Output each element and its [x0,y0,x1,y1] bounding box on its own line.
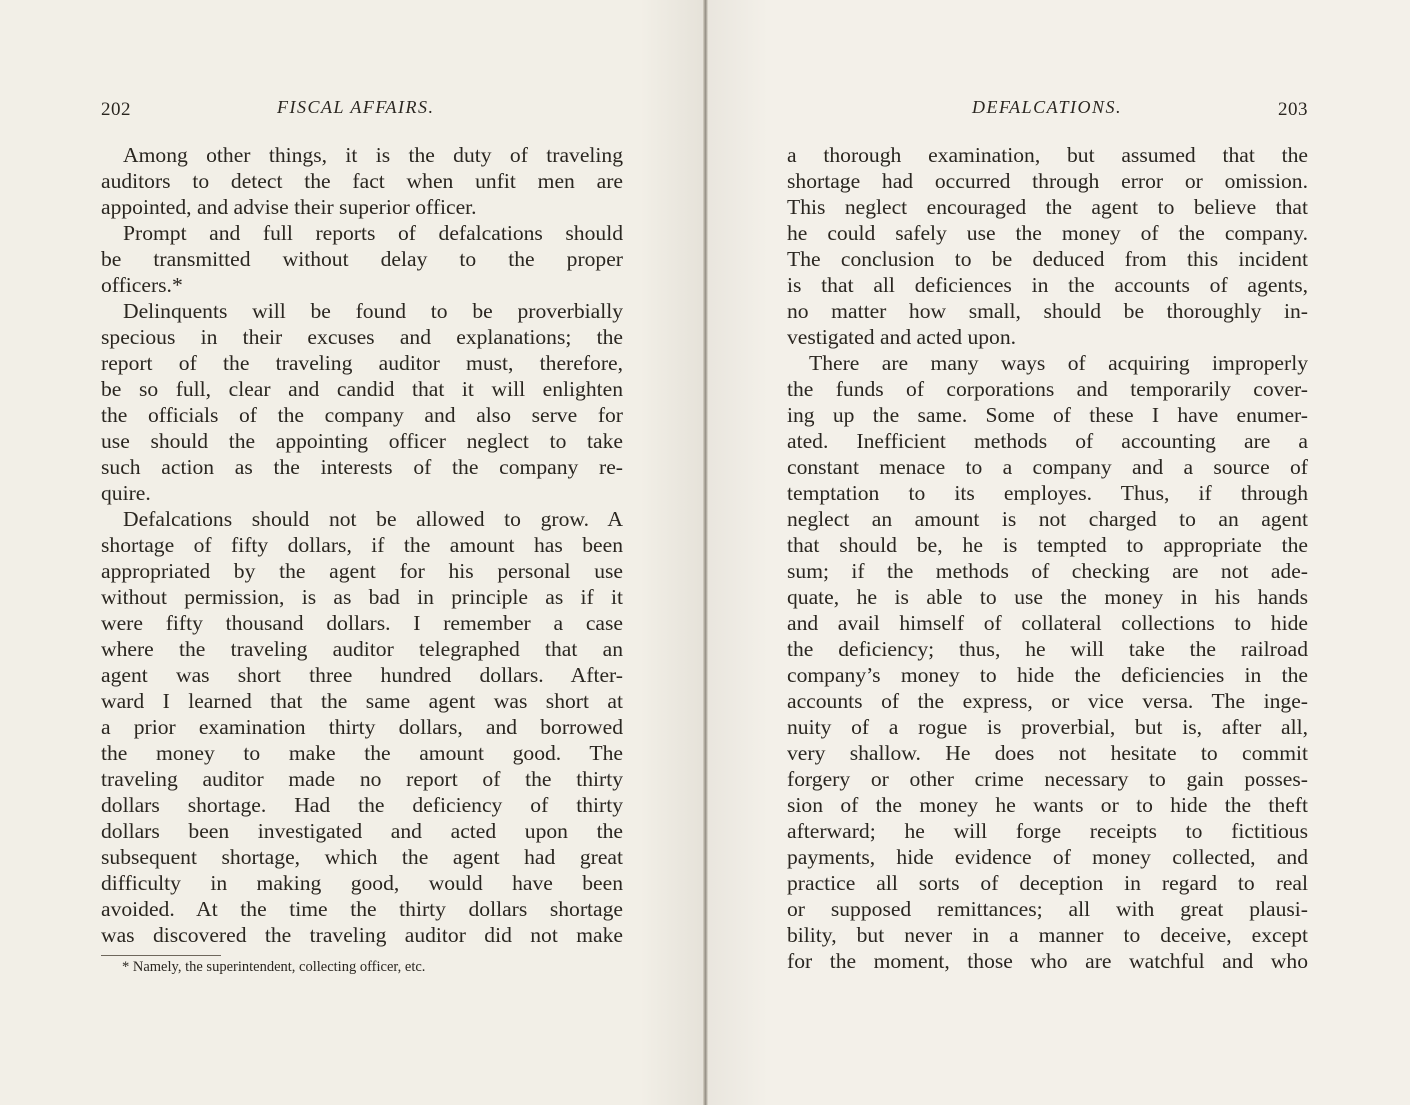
gutter-shadow-left [640,0,704,1105]
text-line: ing up the same. Some of these I have enumer- [787,403,1308,427]
text-line: be transmitted without delay to the proper [101,247,623,271]
right-page-header [787,99,1308,125]
text-line: neglect an amount is not charged to an agent [787,507,1308,531]
right-running-head: DEFALCATIONS. [972,97,1123,117]
text-line: bility, but never in a manner to deceive, except [787,923,1308,947]
text-line: specious in their excuses and explanations; the [101,325,623,349]
text-line: report of the traveling auditor must, therefore, [101,351,623,375]
text-line: dollars been investigated and acted upon the [101,819,623,843]
text-line: quate, he is able to use the money in his hands [787,585,1308,609]
footnote-rule [101,955,221,956]
text-line: be so full, clear and candid that it will enlighten [101,377,623,401]
text-line: The conclusion to be deduced from this incident [787,247,1308,271]
right-page [707,0,1410,1105]
text-line: were fifty thousand dollars. I remember a case [101,611,623,635]
book-gutter [703,0,708,1105]
text-line: no matter how small, should be thoroughly in- [787,299,1308,323]
text-line: forgery or other crime necessary to gain posses- [787,767,1308,791]
text-line: agent was short three hundred dollars. After- [101,663,623,687]
text-line: where the traveling auditor telegraphed that an [101,637,623,661]
text-line: sum; if the methods of checking are not ade- [787,559,1308,583]
text-line: subsequent shortage, which the agent had great [101,845,623,869]
left-running-head: FISCAL AFFAIRS. [277,97,435,117]
text-line: and avail himself of collateral collections to hide [787,611,1308,635]
text-line: ated. Inefficient methods of accounting are a [787,429,1308,453]
right-page-number: 203 [1278,99,1308,120]
text-line: Prompt and full reports of defalcations should [123,221,623,245]
text-line: There are many ways of acquiring improperly [809,351,1308,375]
gutter-shadow-right [708,0,768,1105]
text-line: temptation to its employes. Thus, if through [787,481,1308,505]
text-line: appropriated by the agent for his personal use [101,559,623,583]
text-line: constant menace to a company and a source of [787,455,1308,479]
text-line: that should be, he is tempted to appropriate the [787,533,1308,557]
text-line: payments, hide evidence of money collected, and [787,845,1308,869]
footnote: * Namely, the superintendent, collecting officer, etc. [122,959,426,975]
left-page-header [101,99,623,125]
text-line: dollars shortage. Had the deficiency of thirty [101,793,623,817]
text-line: accounts of the express, or vice versa. The inge- [787,689,1308,713]
text-line: sion of the money he wants or to hide the theft [787,793,1308,817]
text-line: vestigated and acted upon. [787,325,1017,349]
text-line: for the moment, those who are watchful and who [787,949,1308,973]
text-line: is that all deficiences in the accounts of agents, [787,273,1308,297]
text-line: This neglect encouraged the agent to believe that [787,195,1308,219]
text-line: afterward; he will forge receipts to fictitious [787,819,1308,843]
text-line: the money to make the amount good. The [101,741,623,765]
text-line: the deficiency; thus, he will take the railroad [787,637,1308,661]
text-line: a prior examination thirty dollars, and borrowed [101,715,623,739]
text-line: auditors to detect the fact when unfit men are [101,169,623,193]
left-page-text [101,142,623,948]
text-line: Defalcations should not be allowed to grow. A [123,507,623,531]
text-line: a thorough examination, but assumed that the [787,143,1308,167]
text-line: quire. [101,481,151,505]
right-page-text [787,142,1308,974]
text-line: officers.* [101,273,183,297]
text-line: Delinquents will be found to be proverbially [123,299,623,323]
text-line: ward I learned that the same agent was short at [101,689,623,713]
text-line: avoided. At the time the thirty dollars shortage [101,897,623,921]
left-page [0,0,704,1105]
text-line: use should the appointing officer neglect to take [101,429,623,453]
text-line: without permission, is as bad in principle as if it [101,585,623,609]
text-line: he could safely use the money of the company. [787,221,1308,245]
text-line: the funds of corporations and temporarily cover- [787,377,1308,401]
text-line: difficulty in making good, would have been [101,871,623,895]
text-line: was discovered the traveling auditor did not make [101,923,623,947]
text-line: nuity of a rogue is proverbial, but is, after all, [787,715,1308,739]
text-line: appointed, and advise their superior officer. [101,195,477,219]
text-line: practice all sorts of deception in regard to real [787,871,1308,895]
text-line: the officials of the company and also serve for [101,403,623,427]
text-line: very shallow. He does not hesitate to commit [787,741,1308,765]
text-line: shortage of fifty dollars, if the amount has been [101,533,623,557]
text-line: or supposed remittances; all with great plausi- [787,897,1308,921]
text-line: company’s money to hide the deficiencies in the [787,663,1308,687]
text-line: traveling auditor made no report of the thirty [101,767,623,791]
left-page-number: 202 [101,99,131,120]
text-line: shortage had occurred through error or omission. [787,169,1308,193]
text-line: such action as the interests of the company re- [101,455,623,479]
text-line: Among other things, it is the duty of traveling [123,143,623,167]
